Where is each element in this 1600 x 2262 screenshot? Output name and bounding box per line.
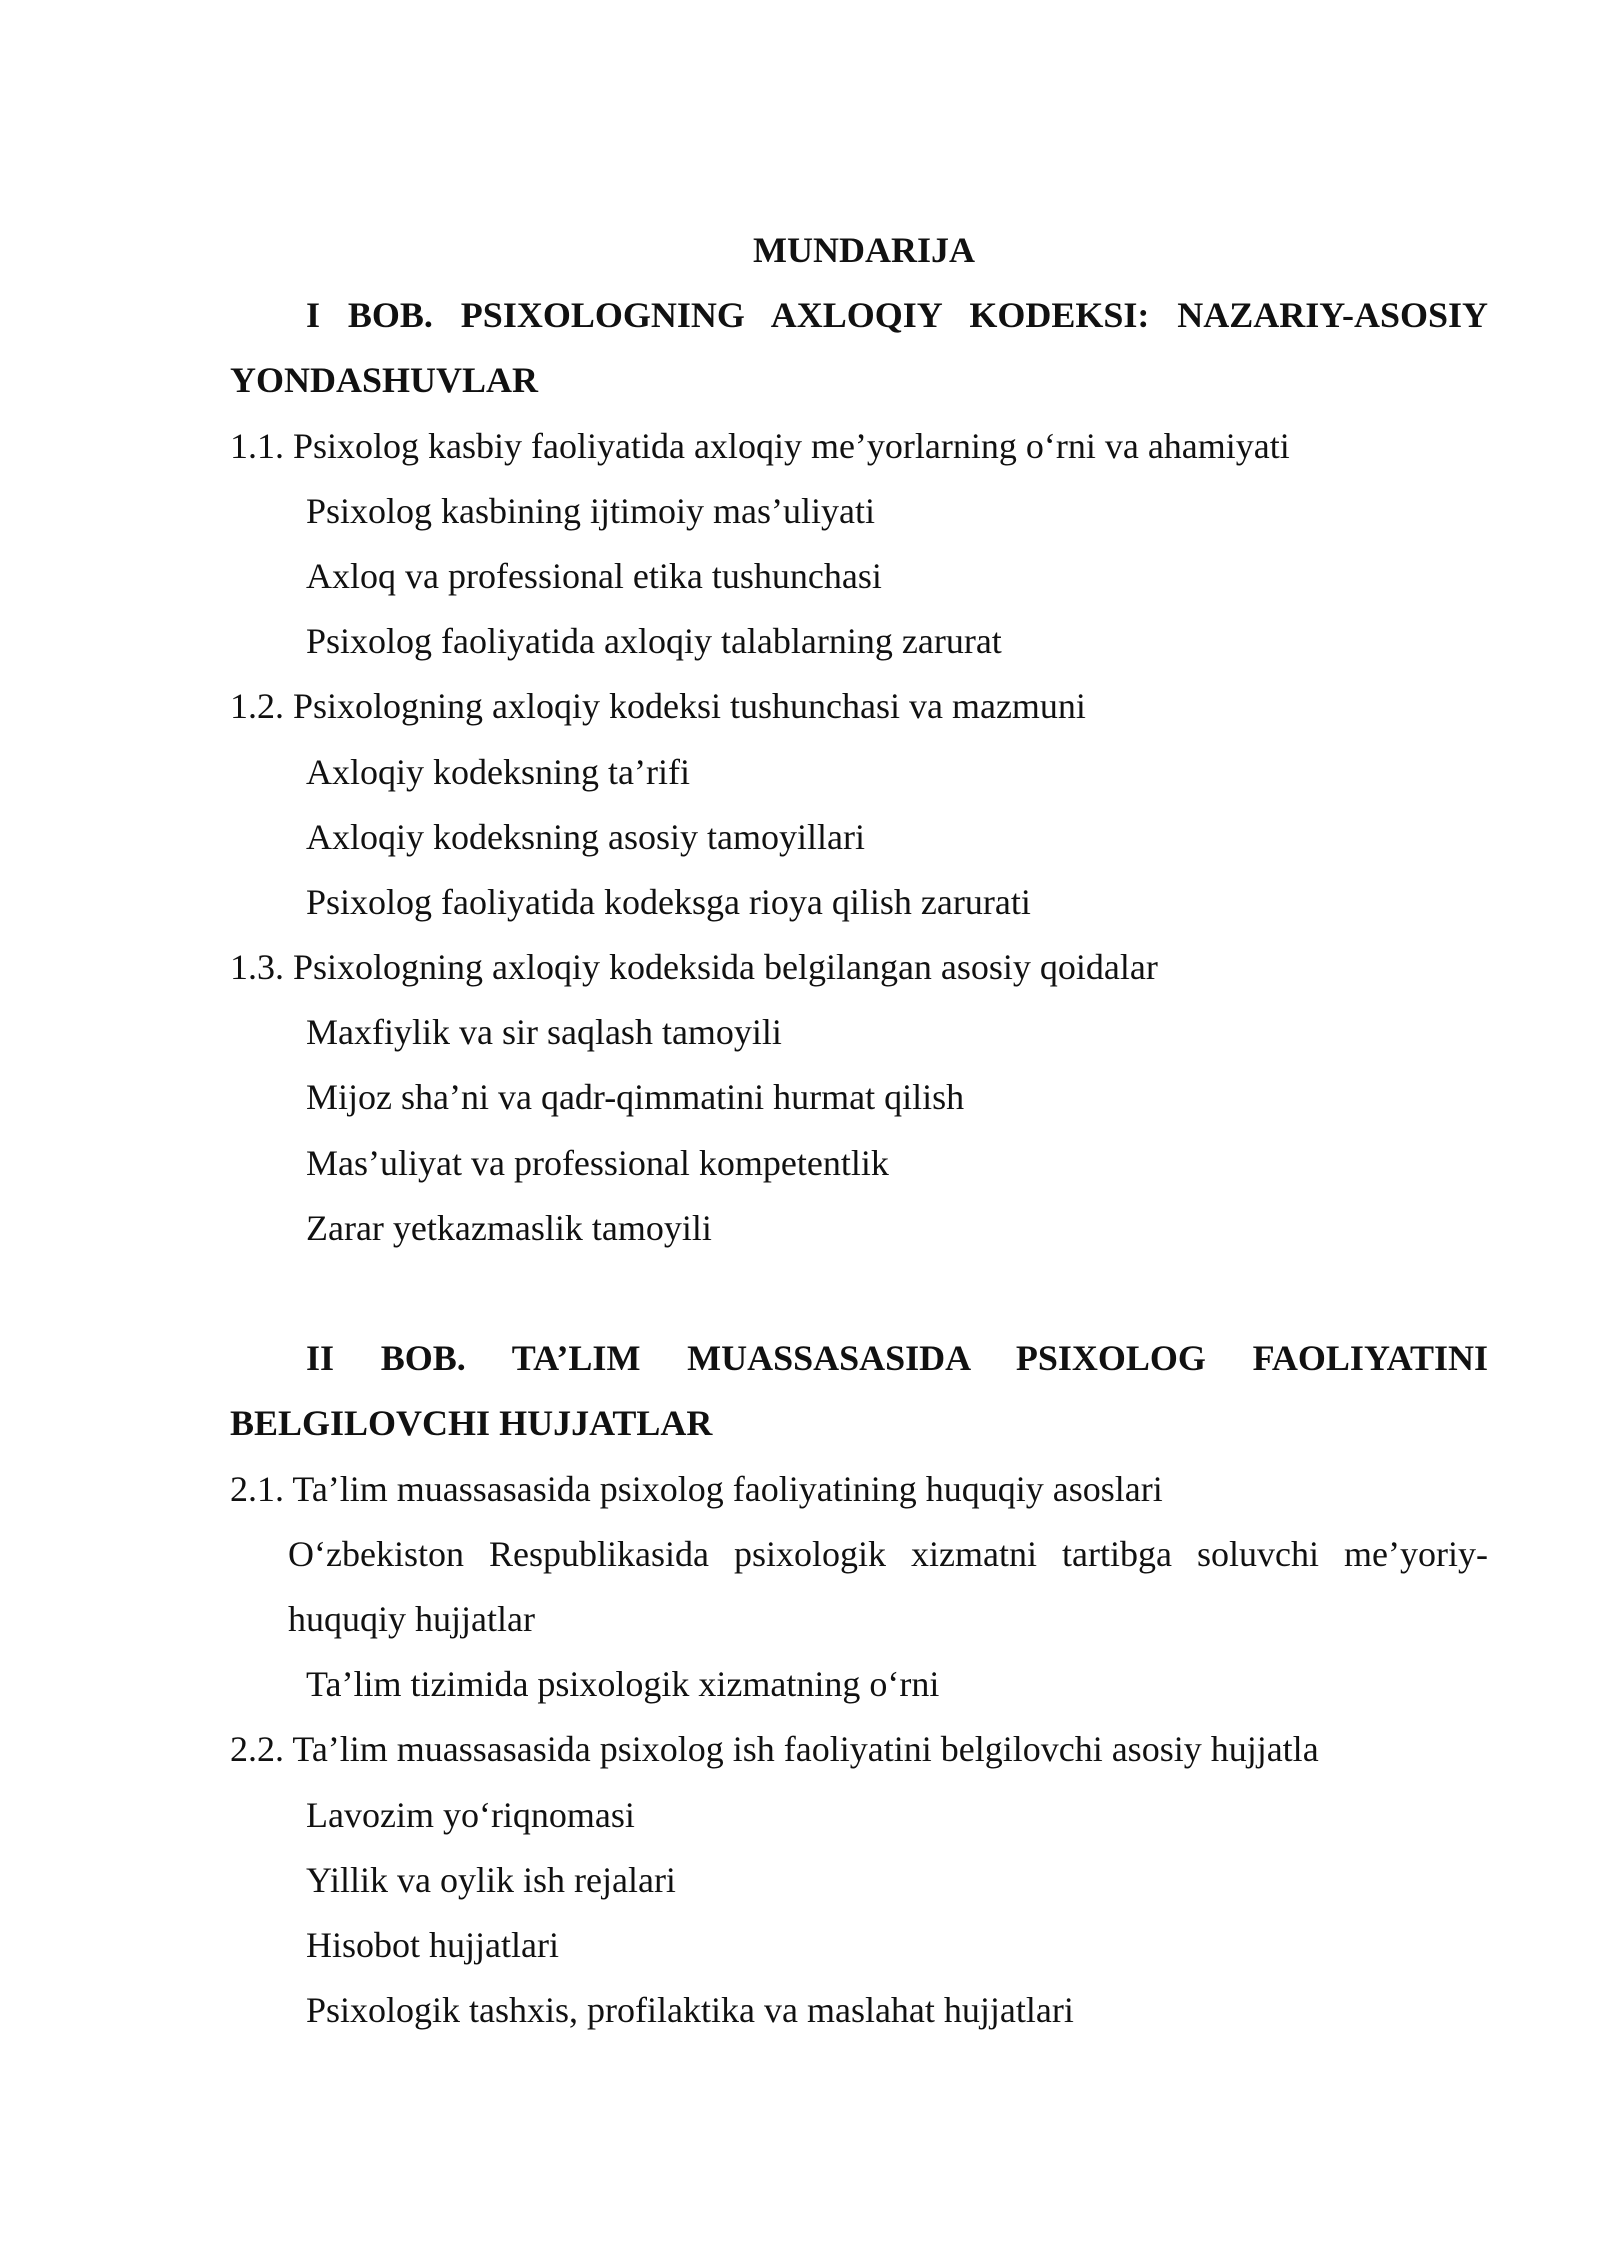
section-2-2-title: 2.2. Ta’lim muassasasida psixolog ish faoliyatini belgilovchi asosiy hujjatla (230, 1729, 1319, 1770)
section-2-1-title: 2.1. Ta’lim muassasasida psixolog faoliyatining huquqiy asoslari (230, 1468, 1163, 1509)
chapter-2-heading-continued: BELGILOVCHI HUJJATLAR (230, 1403, 713, 1444)
table-of-contents (230, 218, 1488, 2043)
spacer (230, 1261, 1488, 1326)
toc-item: Mijoz sha’ni va qadr-qimmatini hurmat qilish (306, 1077, 965, 1118)
toc-item: Psixolog kasbining ijtimoiy mas’uliyati (306, 490, 876, 531)
toc-item: Psixologik tashxis, profilaktika va maslahat hujjatlari (306, 1990, 1074, 2031)
toc-item: Lavozim yo‘riqnomasi (306, 1794, 635, 1835)
toc-item: Maxfiylik va sir saqlash tamoyili (306, 1012, 782, 1053)
toc-item-wide: O‘zbekiston Respublikasida psixologik xizmatni tartibga soluvchi me’yoriy- (288, 1533, 1488, 1574)
toc-item: Axloq va professional etika tushunchasi (306, 555, 882, 596)
chapter-1-heading-continued: YONDASHUVLAR (230, 360, 539, 401)
toc-item: Hisobot hujjatlari (306, 1924, 559, 1965)
toc-item: Yillik va oylik ish rejalari (306, 1859, 676, 1900)
toc-item: Ta’lim tizimida psixologik xizmatning o‘rni (306, 1664, 940, 1705)
section-1-2-title: 1.2. Psixologning axloqiy kodeksi tushunchasi va mazmuni (230, 686, 1086, 727)
toc-item: Psixolog faoliyatida kodeksga rioya qilish zarurati (306, 881, 1031, 922)
toc-item: Axloqiy kodeksning ta’rifi (306, 751, 690, 792)
toc-item: Psixolog faoliyatida axloqiy talablarning zarurat (306, 621, 1002, 662)
toc-item: Zarar yetkazmaslik tamoyili (306, 1207, 712, 1248)
chapter-2-heading: II BOB. TA’LIM MUASSASASIDA PSIXOLOG FAOLIYATINI (306, 1338, 1488, 1379)
toc-item: Mas’uliyat va professional kompetentlik (306, 1142, 889, 1183)
section-1-3-title: 1.3. Psixologning axloqiy kodeksida belgilangan asosiy qoidalar (230, 947, 1158, 988)
toc-item: Axloqiy kodeksning asosiy tamoyillari (306, 816, 865, 857)
section-1-1-title: 1.1. Psixolog kasbiy faoliyatida axloqiy me’yorlarning o‘rni va ahamiyati (230, 425, 1290, 466)
chapter-1-heading: I BOB. PSIXOLOGNING AXLOQIY KODEKSI: NAZARIY-ASOSIY (306, 295, 1488, 336)
toc-item-wide-continued: huquqiy hujjatlar (288, 1598, 535, 1639)
page-title: MUNDARIJA (753, 230, 975, 270)
